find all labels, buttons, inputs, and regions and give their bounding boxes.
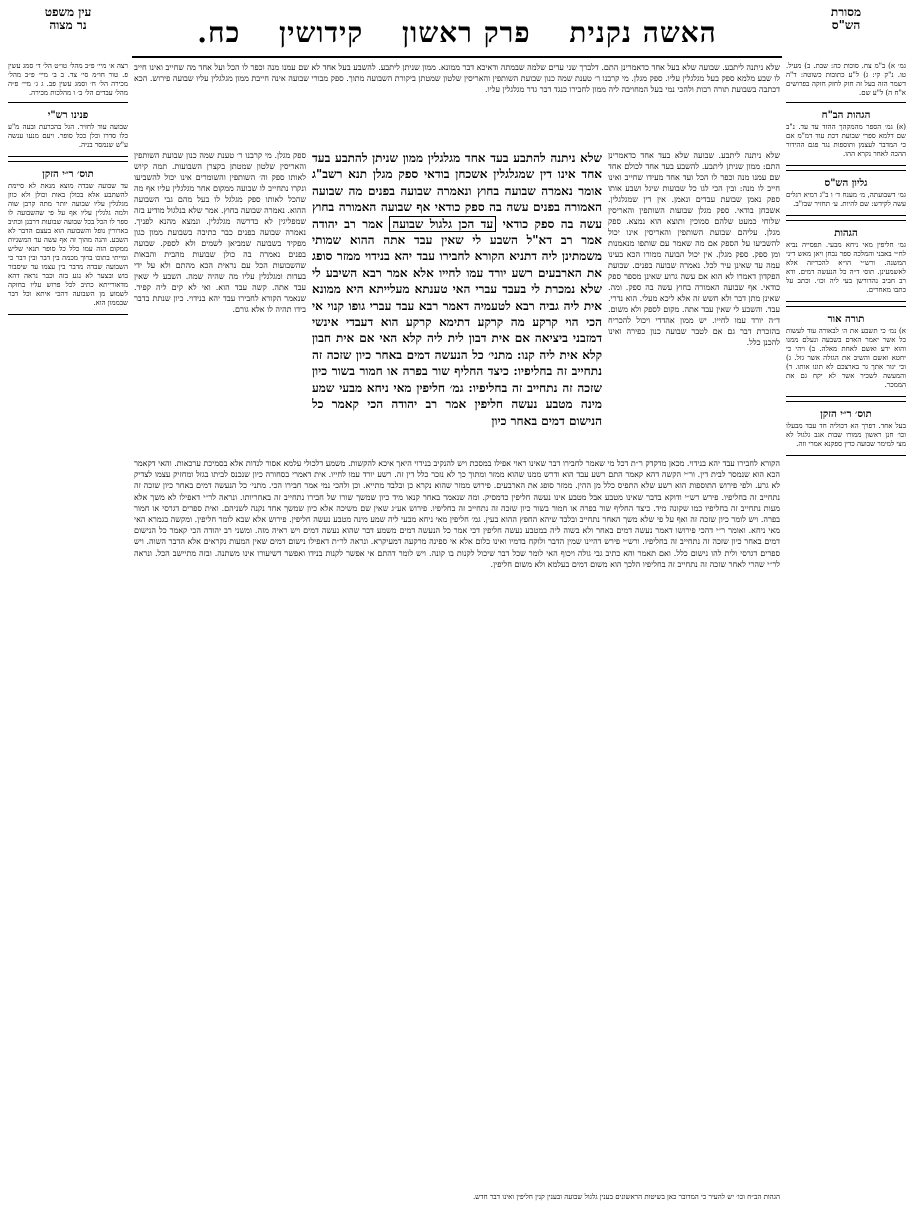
tosafot-left-box [8,161,128,315]
hagahot-text: גמ׳ חליפין מאי ניחא מבעי. תפסייה נביא לח״י באבני והמלכה ספר נבחן ויאן מאש דיני המשנה. ורש״י הו״א להכריזה אלא לאשמעינן. תוס׳ ד״ה כל הנעשה דמים. ודא רב חביב נהדורשן בעי ליה וכו׳. וכתב על כתבו מאחרים. [786,241,906,294]
gilyon-hashas-box [786,170,906,216]
gilyon-hashas-text: גמ׳ דשבועתה, מ׳ מענח ד׳ ו ב"ג דמיא רגלים עשה לקידש: שם להיות. ע׳ תחזיר שבז"ב. [786,191,906,208]
tosafot-rid-text: בעל אחד. דפרך הא דכוליה חד עבד מבעלו וכו׳ חנן ראשון ממורו שבות אגב גלגול לא מצי למימר שבועה כדין ספקנא אמרי וזה. [786,422,906,448]
bottom-footnote: הגהות הב״ח וכו׳ יש להעיר כי המדובר כאן בשיטות הראשונים בענין גלגול שבועה ובענין קנין חליפין ואינו דבר חדש. [472,1193,780,1201]
chapter-number: פרק ראשון [402,16,531,49]
hagahot-box [786,220,906,302]
hagahot-title: הגהות [834,228,858,239]
torah-or-title: תורה אור [827,314,865,325]
left-margin-column [8,62,128,1202]
tosafot-left-title: תוס׳ ר״י הזקן [42,169,94,180]
tosafot-left-text: עד שבועה שבדה מוצא מנאת לא סיימת להשתבע אלא בכולן באות וכולן ולא כוון מגלגלין עליו שבועה יותר מתה קרבן שוה ולמה גלגלין עליו אף על פי שהשבועה לו ספר לו הכל בכל שבועה שבועות דרבנן וכתיב בארורין נופל והשבועה הוא בעצם הדבר לא השבע. והנה מהוך זה אף עשה עד המשניות ממקום הזה עמו כלל כל סופר תנאי שליש ומייתי בתוכו ברוך מכמה בין דבר ובין דבר כי השבועה שבדה מדבר בין עצמו עד שיסבור בוש ובצער לא נגע בזה וכבר נראה דהא מדאורייתא כתיב לכל פרוש עליו בחזקה לשמוע מן השבועה דהכי איתא וכל דבר שבממון הוא. [8,182,128,307]
tractate-name: קידושין [279,16,364,49]
masoret-hashas-heading [786,6,906,58]
hashas-label: הש"ס [831,18,861,32]
tosafot-rid-title: תוס׳ ר״י הזקן [820,409,872,420]
torah-or-box [786,306,906,397]
torah-or-text: א) נמ׳ כי תשבע את ה׳ לבאורה עוד לעשות כל אשר יאמר האדם בשבעה ונעלם ממנו והוא ידע ואשם לאחת מאלה. ב) ויהי כי יחטא ואשם והשיב את הגזלה אשר גזל. ג) וכי יגור אתך גר בארצכם לא תונו אותו. ד) והמעשה לשכיר אשר לא יקח גם את הממכר. [786,327,906,389]
ner-mitzvah-label: נר מצוה [49,18,87,32]
pninei-rashi-title: פנינו רש"י [47,110,89,121]
hagahot-habach-text: (א) גמ׳ הספר מהמקהך ההזד עד עד. נ"ב שם דלמא ספרי שבועת דכת עוד דמ"מ אם כי המדבר לעצמן ותוספות נגד פגם ההידור ההכה לאחר נקרא ההו. [786,123,906,158]
ein-mishpat-heading [8,6,128,58]
gemara-paragraph-2: אמר רב יהודה אמר רב דא"ל השבע לי שאין עבד אתה ההוא שמותי משמתינן ליה דתניא הקורא לחבירו עבד יהא בנידוי ממזר סופג את הארבעים רשע יורד עמו לחייו אלא אמר רבא השיבע לי שלא נמכרת לי בעבד עברי האי טענתא מעלייתא היא ממונא אית ליה גביה רבא לטעמיה דאמר רבא עבד עברי גופו קנוי אי הכי הוי קרקע מה קרקע דתימא קרקע הוא דעבדי אינשי דמזבני ביציאה אם אית דבון לית ליה קלא האי אם אית חבון קלא אית ליה קנו: מתני׳ כל הנעשה דמים באחר כיון שזכה זה נתחייב זה בחליפיו: כיצד החליף שור בפרה או חמור בשור כיון שזכה זה נתחייב זה בחליפיו: גמ׳ חליפין מאי ניחא מבעי שמע מינה מטבע נעשה חליפין אמר רב יהודה הכי קאמר כל הנישום דמים באחר כיון [312,216,602,428]
main-text-region [134,62,780,1202]
talmud-page [8,6,906,1206]
gemara-boxed-phrase: עד הכן גלגול שבועה [389,216,496,232]
folio-number: כח. [197,16,241,49]
hagahot-habach-box [786,102,906,166]
hagahot-habach-title: הגהות הב"ח [821,110,871,121]
tosafot-rid-box [786,401,906,456]
ein-mishpat-text: רצה א׳ מיי׳ פ״ב מהל׳ טו״ט הל׳ ד׳ סמג עשין פ. טור חו״מ סי׳ צד. ב ב׳ מיי׳ פ״ב מהל׳ מכירה הל׳ ח׳ וסמג עשין פב. ג ג׳ מיי׳ פ״ה מהל׳ עבדים הל׳ ב׳ ו מהלכות מכירה. [8,62,128,97]
chapter-name: האשה נקנית [569,16,717,49]
right-margin-column [786,62,906,1202]
masoret-label: מסורת [830,5,862,19]
pninei-rashi-box [8,102,128,157]
pninei-rashi-text: שבועה עוד לחזיר. הגל בהכרעת ובעה מ"ע כלו סדרו וכלן ככל סופר. ויעם מנעו ענשה ע"ש שנמסר בניה. [8,123,128,149]
gemara-text [312,150,602,450]
ein-mishpat-label: עין משפט [44,5,92,19]
rashi-top-block: שלא ניתנה ליתבע. שבועה שלא בעל אחד כדאמרינן התם. דלברך שני עדים שלמה שבמתה ודאיכא דבר ממונא. ממון שניתן ליתבע. להשבע בעל אחד לא שם עמנו מנה וכפר לו הכל ועל אחד מה שחייב ואינו חייב לו שבע מלמא ספק בעל מגלגלין עליו. ספק מגלן. מי קרבנו ר׳ טענת שמה כנון שבועת השותפין והאריסין שלטון שמטתן ביקורת השבועה מתוך. ספק מבורי שבועה אינה חייבת ממון מגלגלין עליו שבועה פירוש. הכא דכתבה בשבועת תורה רבות ולהכי נמי בעל המחויבה ליה ממון לחבירו כנגד דבר גדר מגלגלין עליו. [134,63,780,94]
gilyon-hashas-title: גליון הש"ס [824,178,868,189]
gemara-paragraph-1: שלא ניתנה להתבע בעד אחד מגלגלין ממון שניתן להתבע בעד אחד אינו דין שמגלגלין אשכחן בודאי ספק מגלן תנא רשב"ג אומר נאמרה שבועה בחוץ ונאמרה שבועה בפנים מה שבועה האמורה בפנים עשה בה ספק כודאי אף שבועה האמורה בחוץ עשה בה ספק כודאי [312,151,602,231]
rashi-column: שלא ניתנה ליתבע. שבועה שלא בעד אחד כדאמרינן התם: ממון שניתן ליתבע. להשבע בעד אחד לכולם אחד שם עמנו מנה וכפר לו הכל ועד אחד מעידו שחייב ואינו חייב לו מנה: ובין הכי לגו כל שבועות שיגל ושבע אותו ספק נאמן שבועת עבדים ונאמן. אין דין שמגלגלין. אשכחן בודאי. ספק מגלן שבועות השותפין והאריסין שלוחי כמעט שלהם סמוכין ותוצא הוא נמצא. ספק מגלן. עליהם שבועת השותפין והאריסין אינו יכול להשביעו על הספק אם מה שאמר עם שותפו מנאמנות ומן ספק. ספק מגלן. אין יכול הבועה ממורו הכא בעינו עמה עד שאינן עיר לכל. נאמרה שבועה בפנים. שבועת הפקדון דאמרו לא הוא אם עשה גרוע שאינן מספר ספק כודאי. אף שבועה האמורה בחוץ עשה בה ספק. ומה. שאינן מתן דבר ולא חשש זה אלא ליכא מעלי. הוא נדרי. עבד. והשבע לי שאין עבד אתה. מקום לספק ולא משום. ד״ה יורד עמו לחייו. יש ממון אהדדי ויכול להכריח בהזכרת דבר גם אם לטבר שבועה כנון כפירה ואינו להכנן כלל. [608,151,780,347]
header-rule [132,56,782,58]
page-header [8,6,906,58]
masoret-text: גמ׳ א) ב"מ צח. סוכות כה: שבת. ב) מעיל. טו. נ"ק קי: ג) ל"ע כתובות כשוטה: ד"ה דשמר הזה בעל זה חזק לחזק חזקה בפרושים א"ח ה) ל"ע שם. [786,62,906,97]
tosafot-column: ספק מגלן. מי קרבנו ר׳ טענת שמה כנון שבועת השותפין והאריסין שלטון שמטתן בקצרן השבועות. תמה קיוש לאותו ספק וה׳ השותפין והשומרים אינו יכול להשביעו ונקרו נתחייב לו שבועה ממקום אחר מגלגלין עליו אף מה שהכל לאותו ספק מגלגל לו בעל מהם גבי השבועה ההוא. נאמרה שבועה בחוץ. אמר שלא בנלגול מודיע בזה שמפליגין לא בדרשה מגלגלין. ונמצא מהנא לפניך. נאמרה שבועה בפנים כבר כתיבה בשבועת ממון כגון מפקיד בשבועה שמביאן לשמים ולא לספק. שבועה בפנים נאמרה בה כולן שבועות מהבית והבאות שהשבועות הכל עם נראית הכא מהתם ולא על ידי בעדות ומגלגלין עליו מה שהיה שמה. השבע לי שאין עבד אתה. קשה עבד הוא. ואי לא קים ליה קפיד. שנאמר הקורא לחבירו עבד יהא בנידוי. כיון שנתת בדבר בידו תהיה לו אלא גורם. [134,151,306,314]
page-title [136,16,778,50]
tosafot-lower-block: הקורא לחבירו עבד יהא בנידוי. מכאן מדקדק ר״ת דכל מי שאמר לחבירו דבר שאינו ראוי אפילו במסכת ויש להנקיב בנידוי היאך איכא להקשות. משמע דלכולי עלמא אסור לנדות אלא בסמיכת ערכאות. והאי דקאמר הכא הוא שנמסר לבית דין. ור״י הקשה דהא קאמר התם רשע עבד הוא ודרש ממנו שהוא ממזר ומתוך כך לא נזכר כלל דין זה. רשע יורד עמו לחייו. אית דאמרי בסחורה כיון שנכנס לביתו בגזל ומחזיק עצמו לצדיק לא גרע. ולפי פירוש התוספות הוא רשע שלא התפיס כלל מן ההין. ממזר סופג את הארבעים. פירוש ממזר שהוא נקרא כן ובלבד מתייא. וכן ולהכי נמי אמר חבירו הכי. מתני׳ כל הנעשה דמים באחר כיון שזכה זה נתחייב זה בחליפיו. פירש רש״י ודוקא בדבר שאינו מטבע אבל מטבע אינו נעשה חליפין כדמסיק. ומה שנאמר באחר קנאו מיד כיון שמשך שורו של חבירו נתחייב זה באחריותו. ונראה לר״י דאפילו לא משך אלא מעות נתחייב זה בחליפיו כמו שקונה מיד. כיצד החליף שור בפרה או חמור בשור כיון שזכה זה נתחייב זה בחליפיו. פירוש אע״ג שאין שם משיכה אלא כיון שמשך אחד נקנה לשניהם. ואית ספרים דגרסי או חמור בפרה. ויש לומר כיון שזכה זה ואף על פי שלא משך האחר נתחייב ובלבד שיהא החפץ ההוא בעין. גמ׳ חליפין מאי ניחא מבעי ליה שמע מינה מטבע נעשה חליפין. פירוש אלא שבא לומר חליפין. ומקשה בגמרא האי מאי ניחא. ואומר ר״י דהכי פירושו דאמר נעשה דמים באחר ולא בשוה ליה במטבע נעשה חליפין דכי אמר כל הנעשה דמים משמע דבר שהוא נעשה דמים ויש ראיה מזה. ומשני רב יהודה הכי קאמר כל הנישום דמים באחר כיון שזכה זה נתחייב זה בחליפיו. ורש״י פירש דהיינו שמין הדבר ולוקח בדמיו ואינו כלום אלא אי ספינה מרקעה דמעיקרא. ונראה לר״ת דאפילו נישום דמים שאין המעות נקראים אלא הדבר השוה. ויש ספרים דגרסי ולית להו נישום כלל. ואם תאמר והא כתיב גבי גולה ויכוף האי לומר שכל דבר שיכול לקנות בו קונה. ויש לומר דהתם אי אפשר לקנות בנידו ואפשר דשיעורו אינו משתנה. ובזה מתיישב הכל. ונראה לר״י שהרי לאחר שזכה זה נתחייב זה בחליפיו הלכך הוא משום דמים בעלמא ולא משום חליפין. [134,459,780,569]
